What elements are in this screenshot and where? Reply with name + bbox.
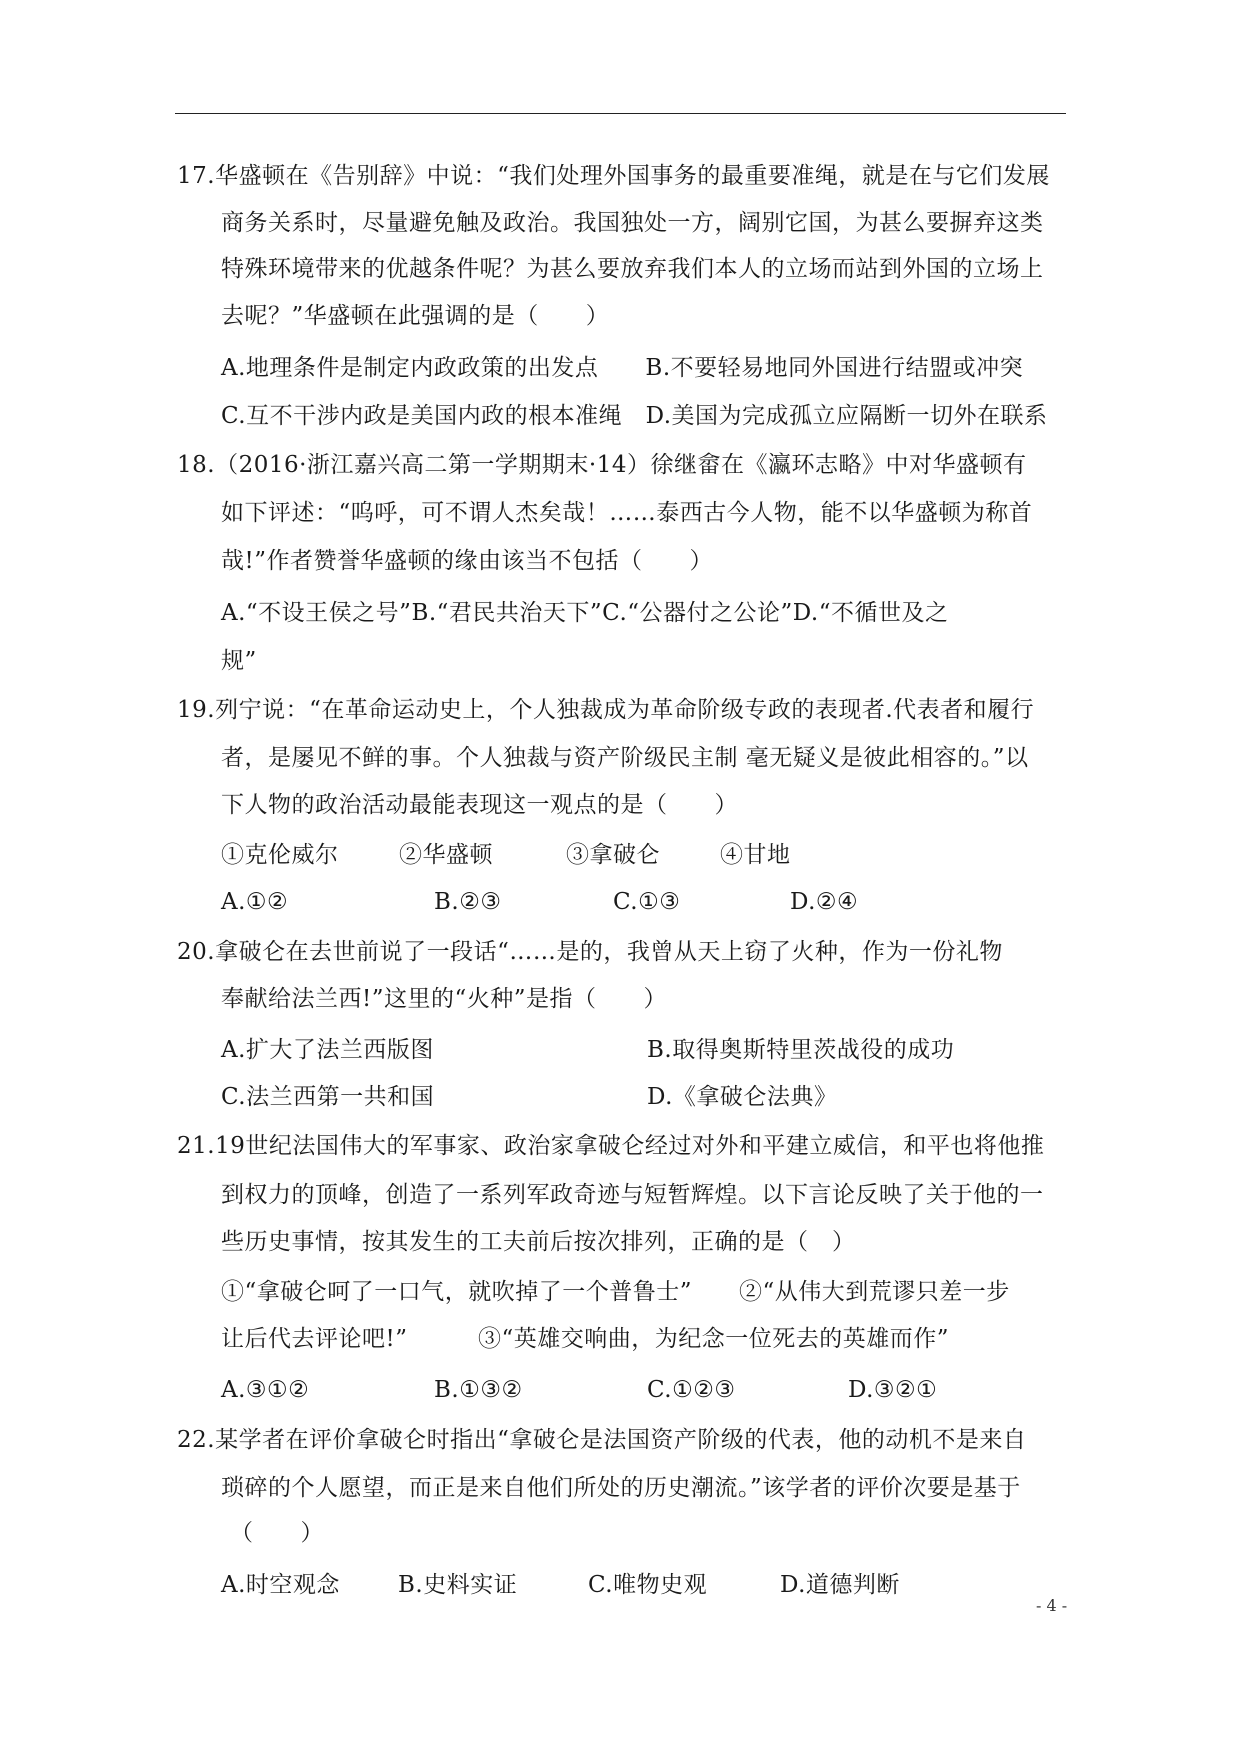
question-22 bbox=[177, 1425, 1026, 1455]
question-text: 某学者在评价拿破仑时指出“拿破仑是法国资产阶级的代表，他的动机不是来自 bbox=[215, 1427, 1027, 1453]
question-text: 拿破仑在去世前说了一段话“……是的，我曾从天上窃了火种，作为一份礼物 bbox=[215, 939, 1003, 965]
item-row: ①“拿破仑呵了一口气，就吹掉了一个普鲁士” ②“从伟大到荒谬只差一步 bbox=[221, 1279, 1010, 1305]
question-17 bbox=[177, 161, 1050, 191]
option: B.史料实证 bbox=[398, 1572, 518, 1598]
question-text: 奉献给法兰西!”这里的“火种”是指（ ） bbox=[221, 986, 668, 1012]
question-text: 哉!”作者赞誉华盛顿的缘由该当不包括（ ） bbox=[221, 548, 714, 574]
question-text: 下人物的政治活动最能表现这一观点的是（ ） bbox=[221, 792, 738, 818]
question-text: 如下评述：“呜呼，可不谓人杰矣哉！……泰西古今人物，能不以华盛顿为称首 bbox=[221, 500, 1033, 526]
item-row: 让后代去评论吧!” ③“英雄交响曲，为纪念一位死去的英雄而作” bbox=[221, 1326, 950, 1352]
question-number: 22. bbox=[177, 1427, 216, 1453]
question-text: 去呢？”华盛顿在此强调的是（ ） bbox=[221, 303, 610, 329]
item: ④甘地 bbox=[720, 842, 791, 868]
question-18 bbox=[177, 450, 1027, 480]
question-text: 华盛顿在《告别辞》中说：“我们处理外国事务的最重要准绳，就是在与它们发展 bbox=[215, 163, 1050, 189]
item: ③拿破仑 bbox=[566, 842, 660, 868]
option-row: A.地理条件是制定内政政策的出发点 B.不要轻易地同外国进行结盟或冲突 bbox=[221, 355, 1024, 381]
option: B.②③ bbox=[434, 889, 502, 915]
question-text: 到权力的顶峰，创造了一系列军政奇迹与短暂辉煌。以下言论反映了关于他的一 bbox=[221, 1182, 1044, 1208]
question-20 bbox=[177, 937, 1003, 967]
option: C.唯物史观 bbox=[588, 1572, 708, 1598]
question-21 bbox=[177, 1131, 1044, 1161]
option: B.取得奥斯特里茨战役的成功 bbox=[647, 1037, 955, 1063]
option-row: 规” bbox=[221, 648, 257, 674]
option: D.道德判断 bbox=[780, 1572, 900, 1598]
question-text: 19世纪法国伟大的军事家、政治家拿破仑经过对外和平建立威信，和平也将他推 bbox=[215, 1133, 1045, 1159]
question-number: 19. bbox=[177, 697, 216, 723]
item: ①克伦威尔 bbox=[221, 842, 339, 868]
question-text: （ ） bbox=[230, 1520, 324, 1546]
option: D.③②① bbox=[848, 1377, 938, 1403]
item: ②华盛顿 bbox=[399, 842, 493, 868]
question-text: 列宁说：“在革命运动史上，个人独裁成为革命阶级专政的表现者.代表者和履行 bbox=[215, 697, 1035, 723]
question-text: 者，是屡见不鲜的事。个人独裁与资产阶级民主制 毫无疑义是彼此相容的。”以 bbox=[221, 745, 1029, 771]
question-number: 18. bbox=[177, 452, 216, 478]
question-text: 特殊环境带来的优越条件呢？为甚么要放弃我们本人的立场而站到外国的立场上 bbox=[221, 256, 1044, 282]
question-number: 21. bbox=[177, 1133, 216, 1159]
option: A.扩大了法兰西版图 bbox=[221, 1037, 434, 1063]
option: C.①③ bbox=[613, 889, 681, 915]
option: B.①③② bbox=[434, 1377, 523, 1403]
option: A.时空观念 bbox=[221, 1572, 340, 1598]
option-row: A.“不设王侯之号”B.“君民共治天下”C.“公器付之公论”D.“不循世及之 bbox=[221, 600, 949, 626]
option: D.②④ bbox=[790, 889, 859, 915]
question-text: （2016·浙江嘉兴高二第一学期期末·14）徐继畲在《瀛环志略》中对华盛顿有 bbox=[215, 452, 1027, 478]
header-rule bbox=[175, 113, 1066, 114]
question-19 bbox=[177, 695, 1034, 725]
option: A.③①② bbox=[221, 1377, 310, 1403]
question-number: 20. bbox=[177, 939, 216, 965]
page-number: - 4 - bbox=[1036, 1596, 1068, 1615]
option: C.法兰西第一共和国 bbox=[221, 1084, 435, 1110]
question-text: 琐碎的个人愿望，而正是来自他们所处的历史潮流。”该学者的评价次要是基于 bbox=[221, 1475, 1021, 1501]
option: D.《拿破仑法典》 bbox=[647, 1084, 838, 1110]
question-text: 些历史事情，按其发生的工夫前后按次排列，正确的是（ ） bbox=[221, 1229, 856, 1255]
question-number: 17. bbox=[177, 163, 216, 189]
option: A.①② bbox=[221, 889, 289, 915]
option-row: C.互不干涉内政是美国内政的根本准绳 D.美国为完成孤立应隔断一切外在联系 bbox=[221, 403, 1048, 429]
question-text: 商务关系时，尽量避免触及政治。我国独处一方，阔别它国，为甚么要摒弃这类 bbox=[221, 210, 1044, 236]
option: C.①②③ bbox=[647, 1377, 736, 1403]
